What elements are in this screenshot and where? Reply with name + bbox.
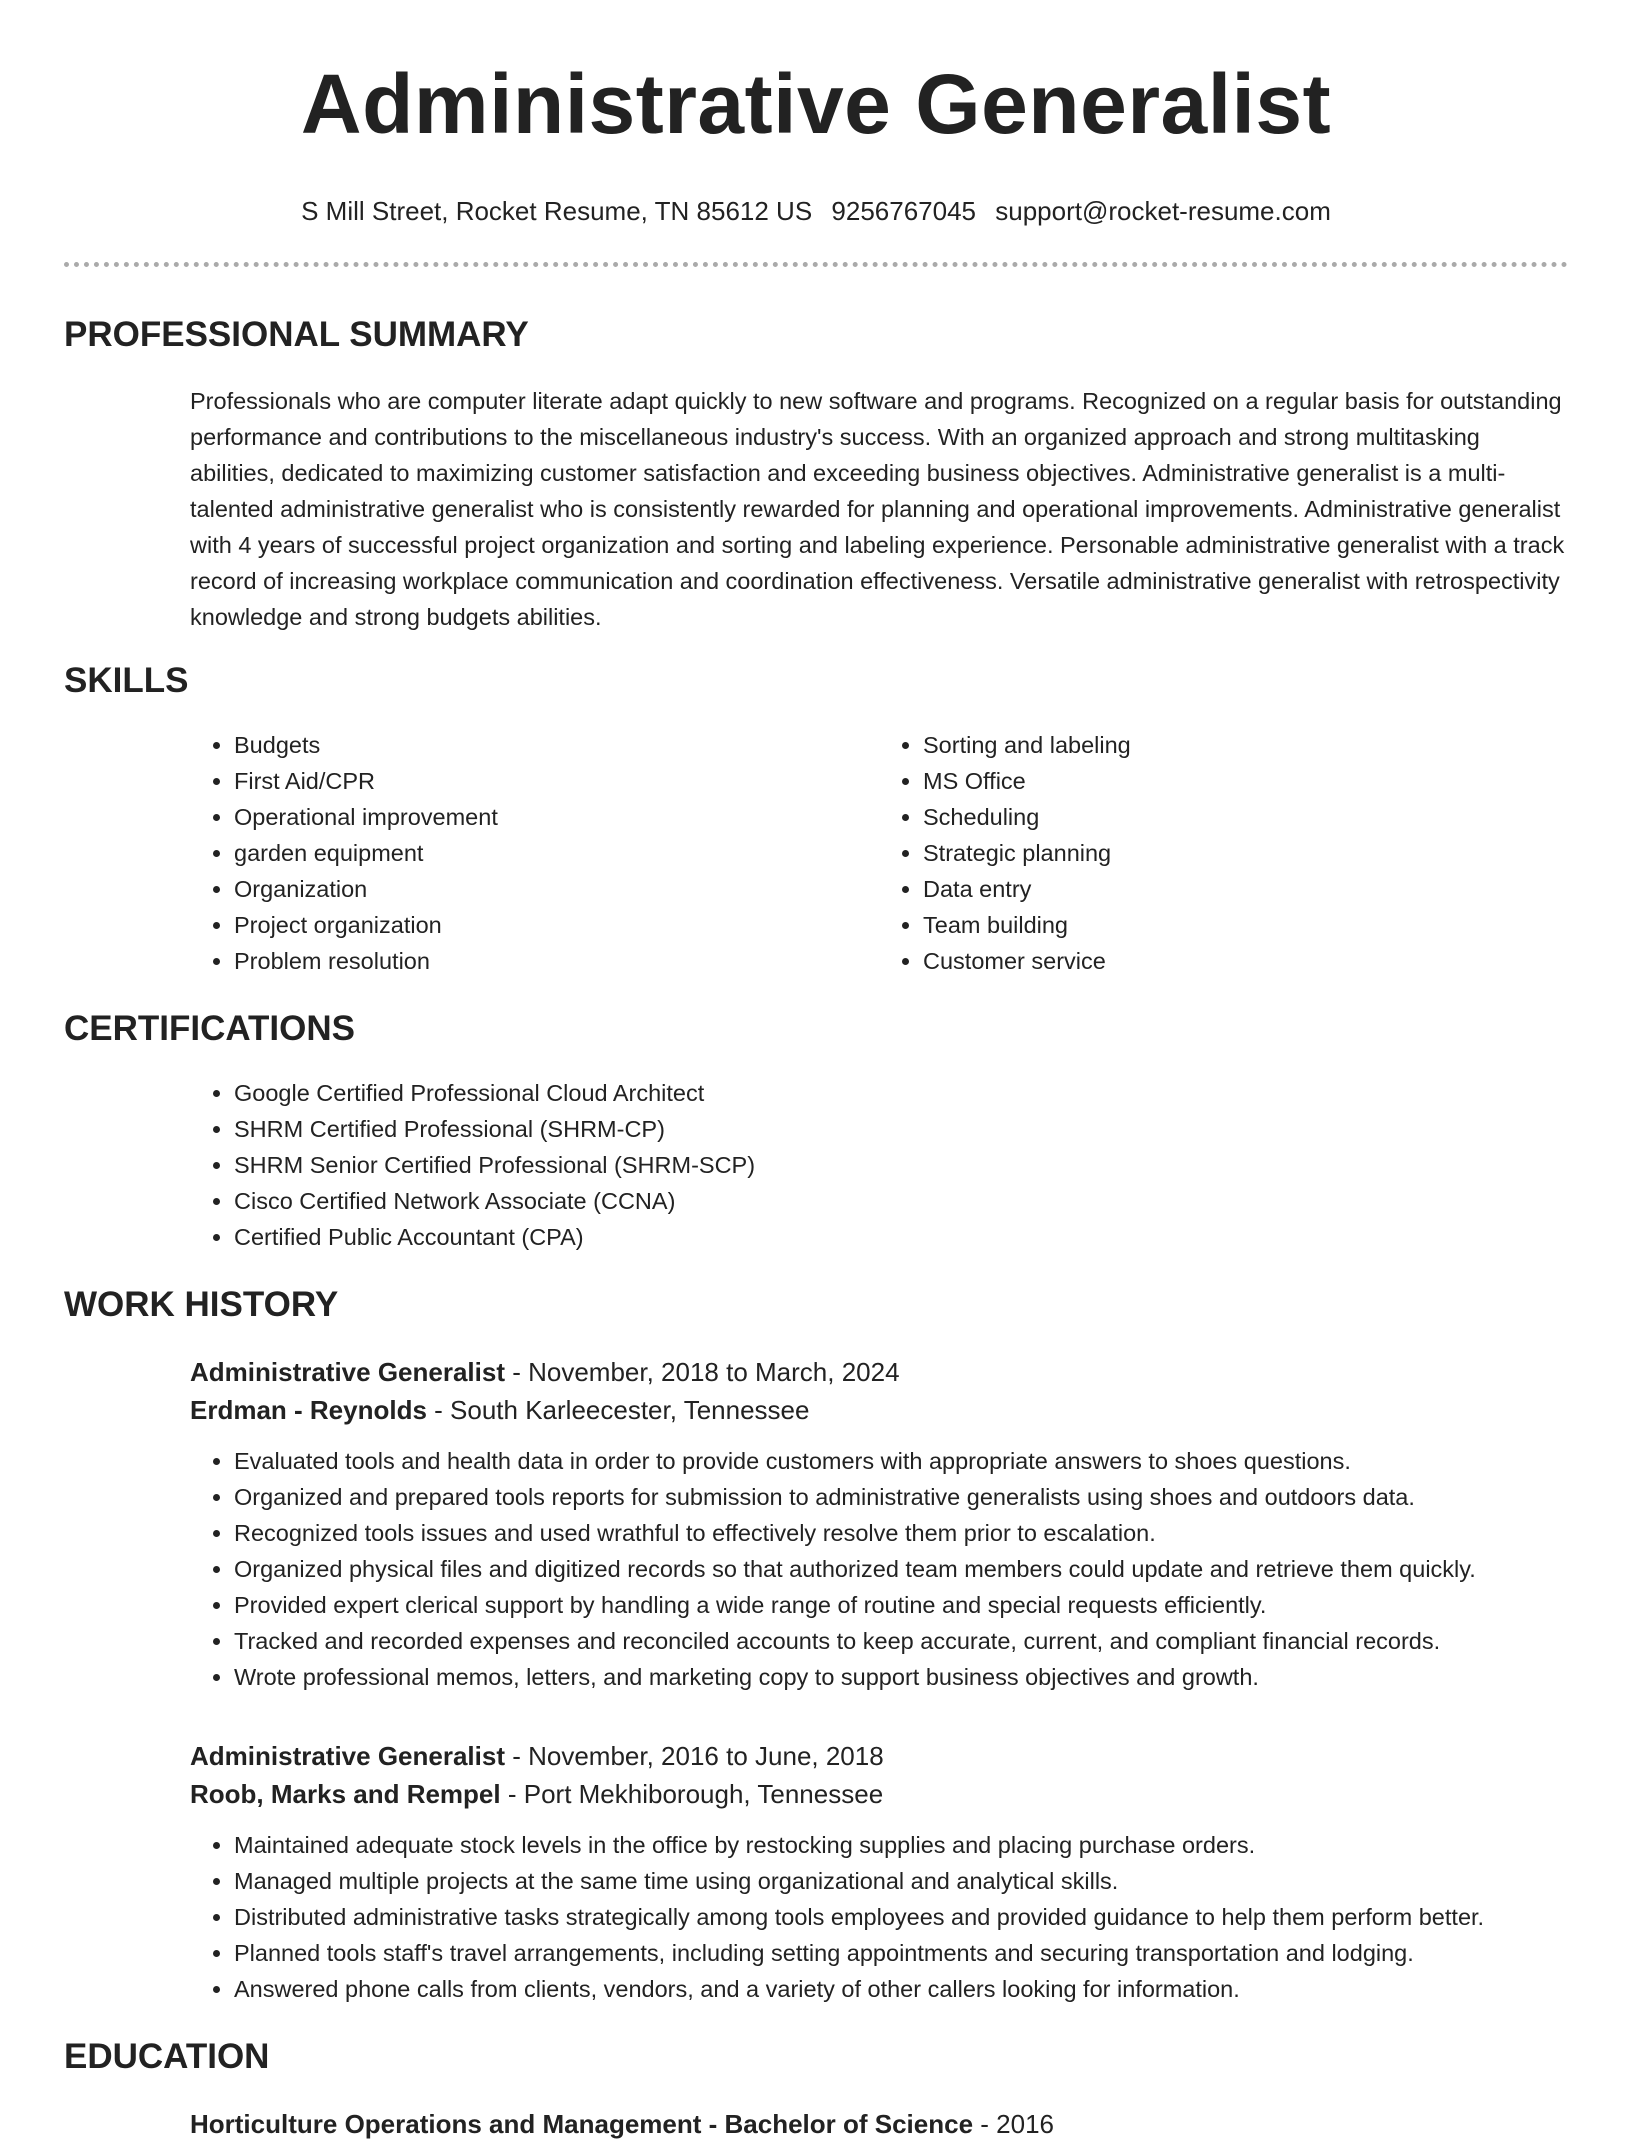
education-year: - 2016 xyxy=(973,2109,1054,2139)
list-item: • Cisco Certified Network Associate (CCNA) xyxy=(234,1183,1568,1219)
list-item: • Maintained adequate stock levels in the office by restocking supplies and placing purchase orders. xyxy=(234,1827,1568,1863)
job-entry xyxy=(190,1353,1568,1695)
list-item: • Data entry xyxy=(923,871,1568,907)
section-title-skills: SKILLS xyxy=(64,661,189,700)
section-title-certifications: CERTIFICATIONS xyxy=(64,1009,356,1048)
list-item: • Distributed administrative tasks strategically among tools employees and provided guidance to help them perform better. xyxy=(234,1899,1568,1935)
contact-line xyxy=(64,194,1568,228)
list-item: • SHRM Certified Professional (SHRM-CP) xyxy=(234,1111,1568,1147)
list-item: • Problem resolution xyxy=(234,943,879,979)
certifications-body xyxy=(64,1075,1568,1255)
education-line xyxy=(190,2105,1568,2143)
list-item: • Provided expert clerical support by handling a wide range of routine and special requests efficiently. xyxy=(234,1587,1568,1623)
list-item: • Recognized tools issues and used wrathful to effectively resolve them prior to escalation. xyxy=(234,1515,1568,1551)
job-dates: - November, 2018 to March, 2024 xyxy=(505,1357,900,1387)
job-location: - South Karleecester, Tennessee xyxy=(426,1395,810,1425)
list-item: • Operational improvement xyxy=(234,799,879,835)
skills-list-right xyxy=(879,727,1568,979)
job-company: Erdman - Reynolds xyxy=(190,1395,427,1425)
job-role: Administrative Generalist xyxy=(190,1357,505,1387)
job-company-line xyxy=(190,1391,1568,1429)
list-item: • Managed multiple projects at the same time using organizational and analytical skills. xyxy=(234,1863,1568,1899)
job-role: Administrative Generalist xyxy=(190,1741,505,1771)
list-item: • Project organization xyxy=(234,907,879,943)
list-item: • Wrote professional memos, letters, and marketing copy to support business objectives and growth. xyxy=(234,1659,1568,1695)
list-item: • Sorting and labeling xyxy=(923,727,1568,763)
job-bullets xyxy=(190,1443,1568,1695)
list-item: • Team building xyxy=(923,907,1568,943)
list-item: • Organized and prepared tools reports for submission to administrative generalists using shoes and outdoors data. xyxy=(234,1479,1568,1515)
summary-text: Professionals who are computer literate adapt quickly to new software and programs. Recognized on a regular basis for outstanding performance and contributions to the miscellaneous industry's success. With an organized approach and strong multitasking abilities, dedicated to maximizing customer satisfaction and exceeding business objectives. Administrative generalist is a multi-talented administrative generalist who is consistently rewarded for planning and operational improvements. Administrative generalist with 4 years of successful project organization and sorting and labeling experience. Personable administrative generalist with a track record of increasing workplace communication and coordination effectiveness. Versatile administrative generalist with retrospectivity knowledge and strong budgets abilities. xyxy=(190,388,1565,630)
work-history-body xyxy=(64,1353,1568,2007)
list-item: • First Aid/CPR xyxy=(234,763,879,799)
list-item: • garden equipment xyxy=(234,835,879,871)
list-item: • Budgets xyxy=(234,727,879,763)
list-item: • Tracked and recorded expenses and reconciled accounts to keep accurate, current, and compliant financial records. xyxy=(234,1623,1568,1659)
job-title-line xyxy=(190,1353,1568,1391)
list-item: • Evaluated tools and health data in order to provide customers with appropriate answers to shoes questions. xyxy=(234,1443,1568,1479)
education-body xyxy=(64,2105,1568,2143)
job-location: - Port Mekhiborough, Tennessee xyxy=(500,1779,884,1809)
job-title-line xyxy=(190,1737,1568,1775)
job-company: Roob, Marks and Rempel xyxy=(190,1779,501,1809)
list-item: • Organized physical files and digitized records so that authorized team members could update and retrieve them quickly. xyxy=(234,1551,1568,1587)
section-title-education: EDUCATION xyxy=(64,2037,270,2076)
job-bullets xyxy=(190,1827,1568,2007)
certifications-list xyxy=(190,1075,1568,1255)
list-item: • Customer service xyxy=(923,943,1568,979)
header-divider xyxy=(64,262,1568,267)
list-item: • Answered phone calls from clients, vendors, and a variety of other callers looking for information. xyxy=(234,1971,1568,2007)
list-item: • SHRM Senior Certified Professional (SHRM-SCP) xyxy=(234,1147,1568,1183)
skills-grid xyxy=(190,727,1568,979)
section-title-summary: PROFESSIONAL SUMMARY xyxy=(64,315,529,354)
candidate-name: Administrative Generalist xyxy=(300,57,1332,151)
list-item: • Google Certified Professional Cloud Architect xyxy=(234,1075,1568,1111)
summary-body xyxy=(64,383,1568,635)
education-degree: Horticulture Operations and Management - Bachelor of Science xyxy=(190,2109,974,2139)
skills-list-left xyxy=(190,727,879,979)
job-company-line xyxy=(190,1775,1568,1813)
contact-phone: 9256767045 xyxy=(831,196,977,226)
job-dates: - November, 2016 to June, 2018 xyxy=(505,1741,884,1771)
job-entry xyxy=(190,1737,1568,2007)
list-item: • MS Office xyxy=(923,763,1568,799)
contact-address: S Mill Street, Rocket Resume, TN 85612 US xyxy=(301,196,813,226)
contact-email: support@rocket-resume.com xyxy=(995,196,1331,226)
skills-body xyxy=(64,727,1568,979)
list-item: • Organization xyxy=(234,871,879,907)
list-item: • Strategic planning xyxy=(923,835,1568,871)
list-item: • Certified Public Accountant (CPA) xyxy=(234,1219,1568,1255)
list-item: • Scheduling xyxy=(923,799,1568,835)
section-title-work-history: WORK HISTORY xyxy=(64,1285,339,1324)
list-item: • Planned tools staff's travel arrangements, including setting appointments and securing transportation and lodging. xyxy=(234,1935,1568,1971)
